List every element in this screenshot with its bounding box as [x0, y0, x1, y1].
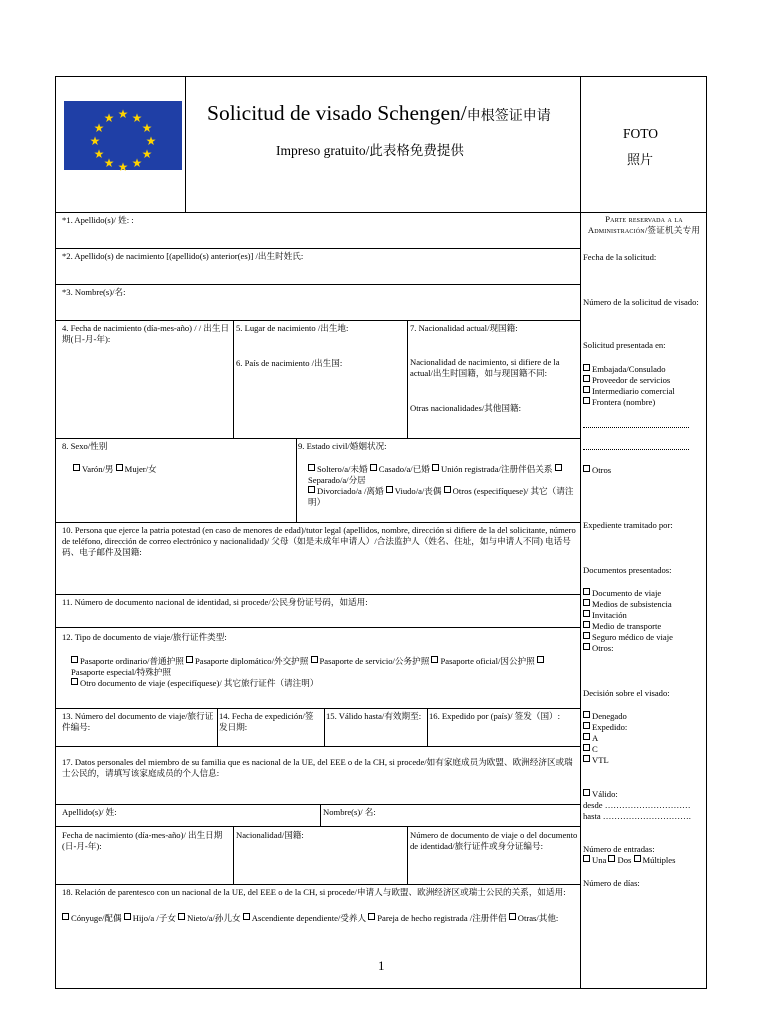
admin-submitted-other[interactable]: Otros: [583, 465, 705, 476]
field-family-surname[interactable]: Apellido(s)/ 姓:: [62, 807, 117, 817]
checkbox-icon: [583, 755, 590, 762]
page-number: 1: [378, 958, 385, 973]
rel-option-dependent[interactable]: Ascendiente dependiente/受养人: [243, 913, 366, 923]
form-subtitle: Impreso gratuito/此表格免费提供: [276, 143, 464, 158]
field-issue-date[interactable]: 14. Fecha de expedición/签发日期:: [219, 711, 314, 732]
admin-submitted-at: Solicitud presentada en:: [583, 340, 666, 350]
checkbox-icon: [71, 678, 78, 685]
relationship-options: [62, 913, 576, 924]
decision-option-c[interactable]: C: [583, 744, 705, 755]
checkbox-icon: [555, 464, 562, 471]
checkbox-icon: [583, 610, 590, 617]
doc-option-official[interactable]: Pasaporte oficial/因公护照: [431, 656, 534, 666]
admin-valid-from[interactable]: desde …………………………: [583, 800, 691, 810]
rel-option-other[interactable]: Otras/其他:: [509, 913, 559, 923]
checkbox-icon: [186, 656, 193, 663]
checkbox-icon: [386, 486, 393, 493]
civil-option-other[interactable]: Otros (especifíquese)/ 其它（请注明）: [308, 486, 574, 507]
field-guardian[interactable]: 10. Persona que ejerce la patria potestad (en caso de menores de edad)/tutor legal (apellidos, nombre, dirección si difiere de la del solicitante, número de teléfono, dirección de correo electrónico y nacionalidad)/ 父母（如是未成年申请人）/合法监护人（姓名、住址，如与申请人不同) 电话号码、电子邮件及国籍:: [62, 525, 576, 557]
checkbox-icon: [583, 789, 590, 796]
decision-option-vtl[interactable]: VTL: [583, 755, 705, 766]
field-birth-date[interactable]: 4. Fecha de nacimiento (día-mes-año) / / 出生日期(日-月-年):: [62, 323, 230, 344]
checkbox-icon: [368, 913, 375, 920]
field-nationality[interactable]: 7. Nacionalidad actual/现国籍:: [410, 323, 518, 333]
eu-flag-icon: ★ ★ ★ ★ ★ ★ ★ ★ ★ ★ ★ ★: [64, 101, 182, 170]
checkbox-icon: [583, 733, 590, 740]
checkbox-icon: [583, 364, 590, 371]
sex-option-male[interactable]: Varón/男: [73, 464, 114, 474]
field-family-member: 17. Datos personales del miembro de su familia que es nacional de la UE, del EEE o de la CH, si procede/如有家庭成员为欧盟、欧洲经济区或瑞士公民的，请填写该家庭成员的个人信息:: [62, 757, 573, 778]
photo-label: FOTO: [623, 126, 659, 141]
checkbox-icon: [583, 386, 590, 393]
checkbox-icon: [124, 913, 131, 920]
admin-submitted-options: [583, 364, 705, 408]
field-birth-nationality[interactable]: Nacionalidad de nacimiento, si difiere de la actual/出生时国籍，如与现国籍不同:: [410, 357, 560, 378]
field-issued-by[interactable]: 16. Expedido por (país)/ 签发（国）:: [429, 711, 561, 721]
checkbox-icon: [71, 656, 78, 663]
admin-entries-options: [583, 855, 705, 866]
field-sex-label: 8. Sexo/性别: [62, 441, 108, 451]
admin-application-number: Número de la solicitud de visado:: [583, 297, 699, 307]
sex-options: [73, 464, 293, 475]
field-valid-until[interactable]: 15. Válido hasta/有效期至:: [326, 711, 422, 721]
docs-option-transport[interactable]: Medio de transporte: [583, 621, 705, 632]
field-family-doc-number[interactable]: Número de documento de viaje o del documento de identidad/旅行证件或身分证编号:: [410, 830, 578, 851]
rel-option-spouse[interactable]: Cónyuge/配偶: [62, 913, 122, 923]
doc-option-other[interactable]: Otro documento de viaje (especifíquese)/ 其它旅行证件（请注明）: [71, 678, 318, 688]
form-title: Solicitud de visado Schengen/申根签证申请: [207, 101, 551, 125]
checkbox-icon: [537, 656, 544, 663]
field-birth-place[interactable]: 5. Lugar de nacimiento /出生地:: [236, 323, 349, 333]
admin-processed-by: Expediente tramitado por:: [583, 520, 673, 530]
decision-option-issued[interactable]: Expedido:: [583, 722, 705, 733]
field-family-nationality[interactable]: Nacionalidad/国籍:: [236, 830, 304, 840]
field-first-name[interactable]: *3. Nombre(s)/名:: [62, 287, 126, 297]
docs-option-invitation[interactable]: Invitación: [583, 610, 705, 621]
checkbox-icon: [583, 643, 590, 650]
decision-option-denied[interactable]: Denegado: [583, 711, 705, 722]
admin-decision: Decisión sobre el visado:: [583, 688, 670, 698]
field-family-birthdate[interactable]: Fecha de nacimiento (día-mes-año)/ 出生日期(日-月-年):: [62, 830, 223, 851]
admin-documents-options: [583, 588, 705, 654]
field-birth-surname[interactable]: *2. Apellido(s) de nacimiento [(apellido(s) anterior(es)] /出生时姓氏:: [62, 251, 304, 261]
field-travel-doc-number[interactable]: 13. Número del documento de viaje/旅行证件编号:: [62, 711, 214, 732]
checkbox-icon: [62, 913, 69, 920]
checkbox-icon: [583, 588, 590, 595]
checkbox-icon: [432, 464, 439, 471]
civil-option-single[interactable]: Soltero/a/未婚: [308, 464, 368, 474]
field-travel-doc-type: 12. Tipo de documento de viaje/旅行证件类型:: [62, 632, 227, 642]
docs-option-means[interactable]: Medios de subsistencia: [583, 599, 705, 610]
checkbox-icon: [311, 656, 318, 663]
doc-option-ordinary[interactable]: Pasaporte ordinario/普通护照: [71, 656, 184, 666]
checkbox-icon: [583, 711, 590, 718]
photo-label-cn: 照片: [627, 152, 654, 167]
admin-entries: Número de entradas:: [583, 844, 655, 854]
rel-option-partner[interactable]: Pareja de hecho registrada /注册伴侣: [368, 913, 506, 923]
rel-option-grandchild[interactable]: Nieto/a/孙儿女: [178, 913, 240, 923]
travel-doc-options: [71, 656, 575, 689]
entries-option-one[interactable]: Una: [583, 855, 606, 865]
submitted-option-embassy[interactable]: Embajada/Consulado: [583, 364, 705, 375]
field-birth-country[interactable]: 6. País de nacimiento /出生国:: [236, 358, 343, 368]
admin-decision-options: [583, 711, 705, 766]
checkbox-icon: [116, 464, 123, 471]
civil-option-married[interactable]: Casado/a/已婚: [370, 464, 430, 474]
admin-documents: Documentos presentados:: [583, 565, 672, 575]
civil-option-widowed[interactable]: Viudo/a/丧偶: [386, 486, 442, 496]
admin-application-date: Fecha de la solicitud:: [583, 252, 657, 262]
entries-option-two[interactable]: Dos: [608, 855, 631, 865]
field-surname[interactable]: *1. Apellido(s)/ 姓: :: [62, 215, 134, 225]
checkbox-icon: [583, 744, 590, 751]
field-family-firstname[interactable]: Nombre(s)/ 名:: [323, 807, 376, 817]
decision-option-a[interactable]: A: [583, 733, 705, 744]
civil-option-separated[interactable]: Separado/a/分居: [308, 464, 564, 485]
docs-option-travel[interactable]: Documento de viaje: [583, 588, 705, 599]
docs-option-insurance[interactable]: Seguro médico de viaje: [583, 632, 705, 643]
admin-days: Número de días:: [583, 878, 640, 888]
checkbox-icon: [308, 464, 315, 471]
checkbox-icon: [583, 397, 590, 404]
checkbox-icon: [634, 855, 641, 862]
submitted-option-intermediary[interactable]: Intermediario comercial: [583, 386, 705, 397]
checkbox-icon: [608, 855, 615, 862]
checkbox-icon: [583, 621, 590, 628]
checkbox-icon: [308, 486, 315, 493]
checkbox-icon: [509, 913, 516, 920]
rel-option-child[interactable]: Hijo/a /子女: [124, 913, 176, 923]
checkbox-icon: [444, 486, 451, 493]
checkbox-icon: [583, 375, 590, 382]
field-national-id[interactable]: 11. Número de documento nacional de identidad, si procede/公民身份证号码，如适用:: [62, 597, 368, 607]
civil-option-divorced[interactable]: Divorciado/a /离婚: [308, 486, 384, 496]
submitted-option-provider[interactable]: Proveedor de servicios: [583, 375, 705, 386]
checkbox-icon: [73, 464, 80, 471]
checkbox-icon: [431, 656, 438, 663]
checkbox-icon: [583, 855, 590, 862]
checkbox-icon: [583, 632, 590, 639]
civil-option-registered[interactable]: Unión registrada/注册伴侣关系: [432, 464, 552, 474]
submitted-option-border[interactable]: Frontera (nombre): [583, 397, 705, 408]
admin-valid-until[interactable]: hasta ………………………….: [583, 811, 691, 821]
civil-status-options: [308, 464, 578, 508]
sex-option-female[interactable]: Mujer/女: [116, 464, 157, 474]
docs-option-other[interactable]: Otros:: [583, 643, 705, 654]
checkbox-icon: [243, 913, 250, 920]
field-civil-status-label: 9. Estado civil/婚姻状况:: [298, 441, 387, 451]
admin-section-heading: Parte reservada a la Administración/签证机关专用: [587, 214, 701, 235]
field-relationship: 18. Relación de parentesco con un nacional de la UE, del EEE o de la CH, si procede/申请人与欧盟、欧洲经济区或瑞士公民的关系，如适用:: [62, 887, 566, 897]
admin-valid[interactable]: Válido:: [583, 789, 705, 800]
checkbox-icon: [583, 599, 590, 606]
doc-option-diplomatic[interactable]: Pasaporte diplomático/外交护照: [186, 656, 308, 666]
entries-option-multiple[interactable]: Múltiples: [634, 855, 676, 865]
checkbox-icon: [583, 722, 590, 729]
form-title-cn: 申根签证申请: [466, 108, 551, 124]
checkbox-icon: [370, 464, 377, 471]
doc-option-service[interactable]: Pasaporte de servicio/公务护照: [311, 656, 430, 666]
doc-option-special[interactable]: Pasaporte especial/特殊护照: [71, 656, 546, 677]
field-other-nationalities[interactable]: Otras nacionalidades/其他国籍:: [410, 403, 521, 413]
checkbox-icon: [178, 913, 185, 920]
checkbox-icon: [583, 465, 590, 472]
